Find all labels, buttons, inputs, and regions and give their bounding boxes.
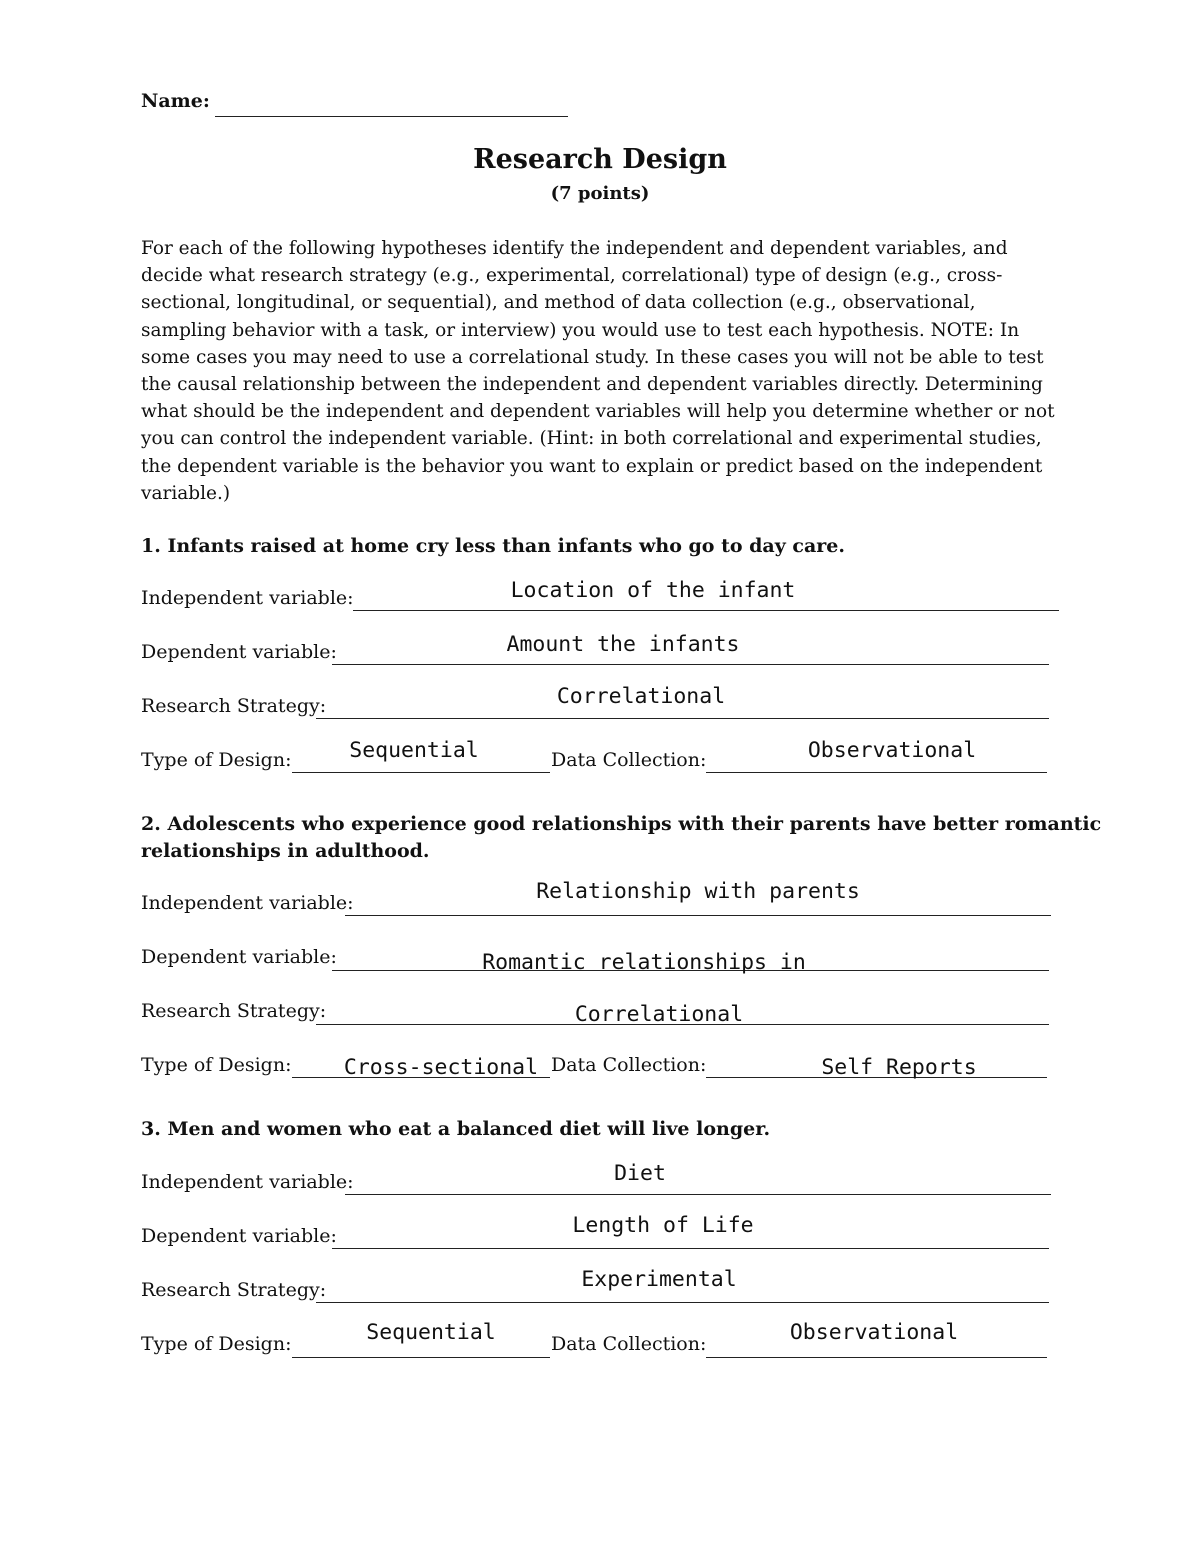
instructions-paragraph [141, 235, 1061, 507]
q3-collection-answer[interactable]: Observational [789, 1320, 959, 1345]
q1-dependent-answer[interactable]: Amount the infants [506, 632, 740, 657]
question-3-prompt: 3. Men and women who eat a balanced diet will live longer. [141, 1118, 771, 1140]
q2-dependent-answer[interactable]: Romantic relationships in [482, 950, 806, 975]
instructions-line: sectional, longitudinal, or sequential), and method of data collection (e.g., observational, [141, 292, 976, 314]
q1-collection-line[interactable] [706, 772, 1047, 773]
q1-dependent-label: Dependent variable: [141, 641, 337, 663]
q3-dependent-label: Dependent variable: [141, 1225, 337, 1247]
question-1-prompt: 1. Infants raised at home cry less than infants who go to day care. [141, 535, 845, 557]
instructions-line: what should be the independent and dependent variables will help you determine whether or not [141, 401, 1055, 423]
q1-strategy-answer[interactable]: Correlational [556, 684, 726, 709]
q3-strategy-label: Research Strategy: [141, 1279, 327, 1301]
q3-collection-label: Data Collection: [551, 1333, 707, 1355]
q3-design-line[interactable] [292, 1357, 550, 1358]
page-title: Research Design [473, 144, 727, 175]
q1-strategy-line[interactable] [316, 718, 1049, 719]
q2-design-label: Type of Design: [141, 1054, 292, 1076]
q1-design-line[interactable] [292, 772, 550, 773]
q3-design-label: Type of Design: [141, 1333, 292, 1355]
q3-dependent-answer[interactable]: Length of Life [572, 1213, 754, 1238]
instructions-line: the causal relationship between the independent and dependent variables directly. Determining [141, 374, 1043, 396]
q2-strategy-answer[interactable]: Correlational [574, 1002, 744, 1027]
q2-design-answer[interactable]: Cross-sectional [343, 1055, 539, 1080]
instructions-line: variable.) [141, 482, 231, 504]
instructions-line: you can control the independent variable. (Hint: in both correlational and experimental studies, [141, 428, 1042, 450]
q2-collection-answer[interactable]: Self Reports [821, 1055, 977, 1080]
q3-strategy-line[interactable] [316, 1302, 1049, 1303]
q3-strategy-answer[interactable]: Experimental [581, 1267, 737, 1292]
q2-independent-label: Independent variable: [141, 892, 354, 914]
q1-collection-answer[interactable]: Observational [807, 738, 977, 763]
instructions-line: sampling behavior with a task, or interview) you would use to test each hypothesis. NOTE: In [141, 319, 1020, 341]
q2-independent-line[interactable] [345, 915, 1051, 916]
q1-design-answer[interactable]: Sequential [349, 738, 479, 763]
question-2-prompt: 2. Adolescents who experience good relationships with their parents have better romantic relationships in adulthood. [141, 813, 1102, 862]
q1-dependent-line[interactable] [332, 664, 1049, 665]
instructions-line: decide what research strategy (e.g., experimental, correlational) type of design (e.g., cross- [141, 265, 1003, 287]
q3-dependent-line[interactable] [332, 1248, 1049, 1249]
q3-independent-label: Independent variable: [141, 1171, 354, 1193]
points-subtitle: (7 points) [550, 183, 650, 204]
q2-strategy-label: Research Strategy: [141, 1000, 327, 1022]
q3-independent-answer[interactable]: Diet [614, 1161, 666, 1186]
q1-independent-label: Independent variable: [141, 587, 354, 609]
q2-collection-label: Data Collection: [551, 1054, 707, 1076]
instructions-line: For each of the following hypotheses identify the independent and dependent variables, and [141, 238, 1008, 259]
name-label: Name: [141, 90, 210, 112]
instructions-line: some cases you may need to use a correlational study. In these cases you will not be able to test [141, 346, 1044, 368]
q1-strategy-label: Research Strategy: [141, 695, 327, 717]
q1-independent-line[interactable] [353, 610, 1059, 611]
q3-collection-line[interactable] [706, 1357, 1047, 1358]
q1-independent-answer[interactable]: Location of the infant [510, 578, 796, 603]
q3-design-answer[interactable]: Sequential [366, 1320, 496, 1345]
q1-design-label: Type of Design: [141, 749, 292, 771]
q3-independent-line[interactable] [345, 1194, 1051, 1195]
instructions-line: the dependent variable is the behavior you want to explain or predict based on the independent [141, 455, 1043, 477]
q1-collection-label: Data Collection: [551, 749, 707, 771]
q2-dependent-label: Dependent variable: [141, 946, 337, 968]
q2-independent-answer[interactable]: Relationship with parents [536, 879, 860, 904]
name-field-line[interactable] [215, 116, 568, 117]
